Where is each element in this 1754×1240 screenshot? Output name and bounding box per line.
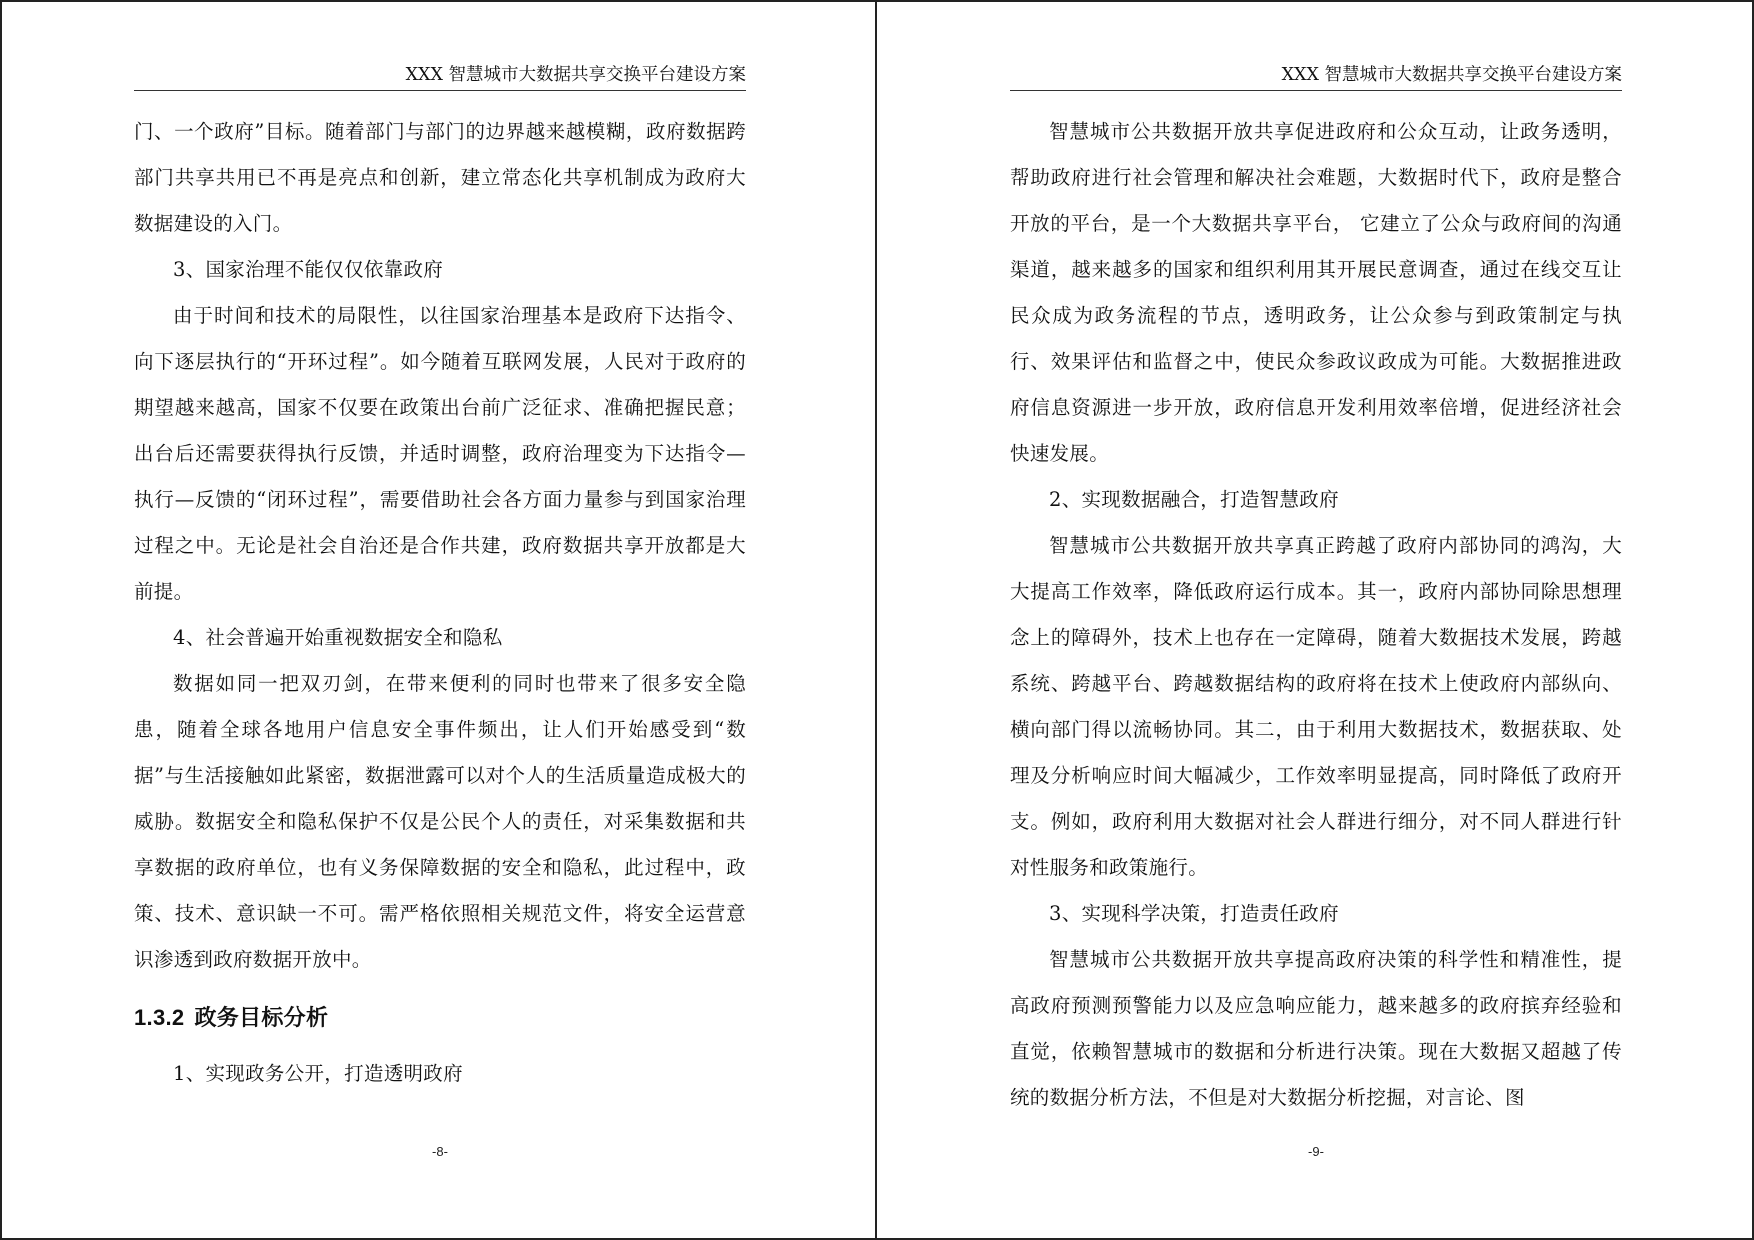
paragraph: 由于时间和技术的局限性，以往国家治理基本是政府下达指令、向下逐层执行的“开环过程”。如今随着互联网发展，人民对于政府的期望越来越高，国家不仅要在政策出台前广泛征求、准确把握民意；出台后还需要获得执行反馈，并适时调整，政府治理变为下达指令—执行—反馈的“闭环过程”，需要借助社会各方面力量参与到国家治理过程之中。无论是社会自治还是合作共建，政府数据共享开放都是大前提。 — [134, 304, 746, 603]
page-number: -9- — [1308, 1144, 1324, 1159]
paragraph: 门、一个政府”目标。随着部门与部门的边界越来越模糊，政府数据跨部门共享共用已不再是亮点和创新，建立常态化共享机制成为政府大数据建设的入门。 — [134, 120, 746, 235]
page-header: XXX 智慧城市大数据共享交换平台建设方案 — [1010, 60, 1622, 91]
paragraph: 智慧城市公共数据开放共享促进政府和公众互动，让政务透明，帮助政府进行社会管理和解决社会难题，大数据时代下，政府是整合开放的平台，是一个大数据共享平台， 它建立了公众与政府间的沟通渠道，越来越多的国家和组织利用其开展民意调查，通过在线交互让民众成为政务流程的节点，透明政务，让公众参与到政策制定与执 行、效果评估和监督之中，使民众参政议政成为可能。大数据推进政府信息资源进一步开放，政府信息开发利用效率倍增，促进经济社会快速发展。 — [1010, 120, 1622, 465]
list-item-heading: 2、实现数据融合，打造智慧政府 — [1049, 488, 1339, 511]
page-body — [1010, 109, 1622, 1121]
page-number: -8- — [432, 1144, 448, 1159]
list-item-heading: 3、国家治理不能仅仅依靠政府 — [173, 258, 444, 281]
right-page — [877, 2, 1752, 1238]
paragraph: 智慧城市公共数据开放共享真正跨越了政府内部协同的鸿沟，大大提高工作效率，降低政府运行成本。其一，政府内部协同除思想理念上的障碍外，技术上也存在一定障碍，随着大数据技术发展，跨越系统、跨越平台、跨越数据结构的政府将在技术上使政府内部纵向、横向部门得以流畅协同。其二，由于利用大数据技术，数据获取、处理及分析响应时间大幅减少，工作效率明显提高，同时降低了政府开支。例如，政府利用大数据对社会人群进行细分，对不同人群进行针对性服务和政策施行。 — [1010, 534, 1622, 879]
paragraph: 数据如同一把双刃剑，在带来便利的同时也带来了很多安全隐患，随着全球各地用户信息安全事件频出，让人们开始感受到“数据”与生活接触如此紧密，数据泄露可以对个人的生活质量造成极大的威胁。数据安全和隐私保护不仅是公民个人的责任，对采集数据和共享数据的政府单位，也有义务保障数据的安全和隐私，此过程中，政策、技术、意识缺一不可。需严格依照相关规范文件，将安全运营意识渗透到政府数据开放中。 — [134, 672, 746, 971]
list-item-heading: 3、实现科学决策，打造责任政府 — [1049, 902, 1339, 925]
section-number: 1.3.2 — [134, 1005, 185, 1030]
section-heading — [134, 995, 746, 1041]
page-body — [134, 109, 746, 1097]
page-header: XXX 智慧城市大数据共享交换平台建设方案 — [134, 60, 746, 91]
list-item-heading: 4、社会普遍开始重视数据安全和隐私 — [173, 626, 503, 649]
section-title: 政务目标分析 — [194, 1005, 329, 1030]
list-item-heading: 1、实现政务公开，打造透明政府 — [173, 1062, 463, 1085]
paragraph: 智慧城市公共数据开放共享提高政府决策的科学性和精准性，提高政府预测预警能力以及应急响应能力，越来越多的政府摈弃经验和直觉，依赖智慧城市的数据和分析进行决策。现在大数据又超越了传统的数据分析方法，不但是对大数据分析挖掘，对言论、图 — [1010, 948, 1622, 1109]
left-page — [2, 2, 877, 1238]
